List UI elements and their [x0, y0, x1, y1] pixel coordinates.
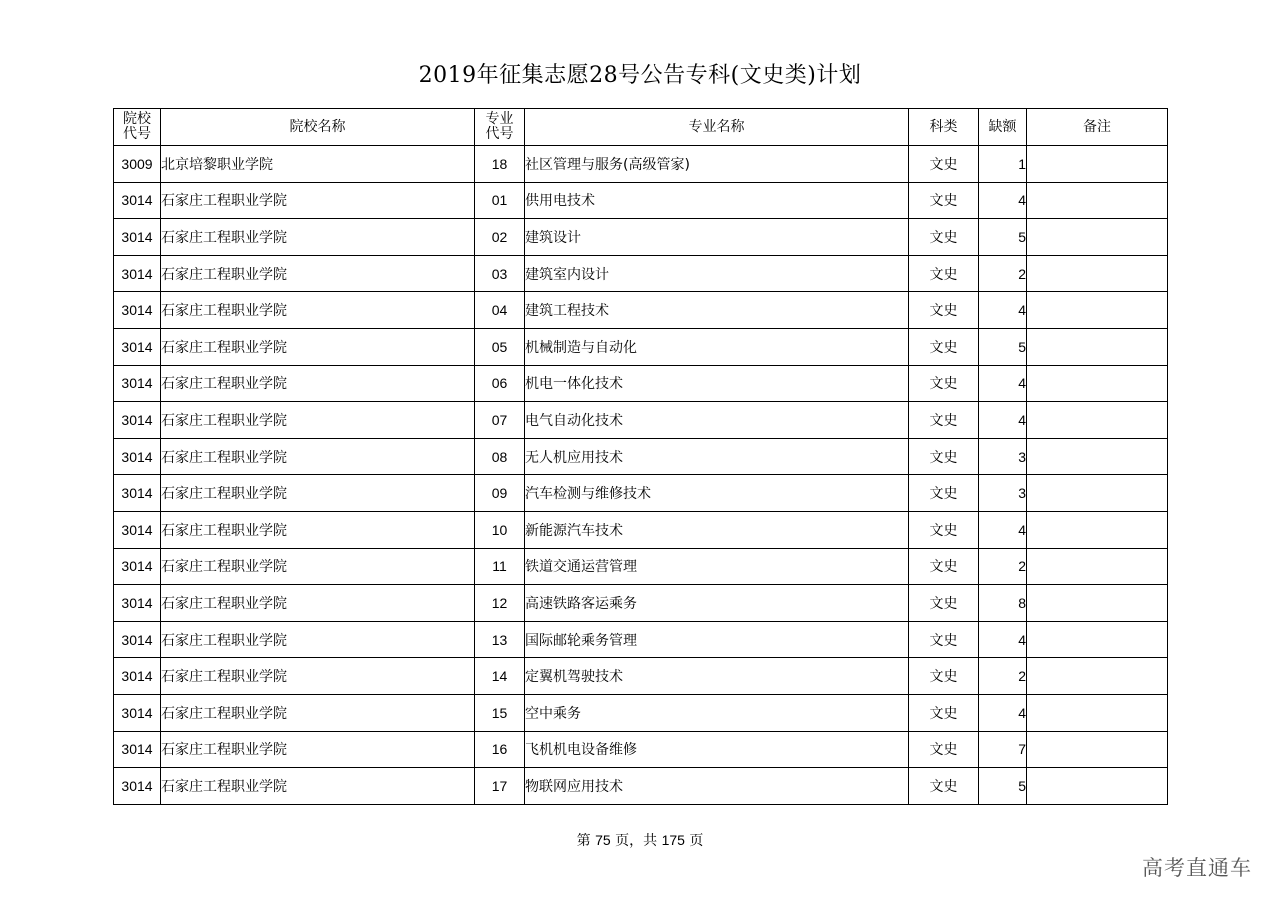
cell-major-code: 16 — [475, 731, 525, 768]
cell-category: 文史 — [909, 402, 979, 439]
cell-major-name: 物联网应用技术 — [525, 768, 909, 805]
cell-school-name: 石家庄工程职业学院 — [161, 328, 475, 365]
cell-major-code: 10 — [475, 511, 525, 548]
cell-major-code: 18 — [475, 146, 525, 183]
cell-major-code: 07 — [475, 402, 525, 439]
table-row — [114, 585, 1168, 622]
cell-vacancies: 5 — [979, 328, 1027, 365]
cell-remarks — [1027, 621, 1168, 658]
cell-major-name: 空中乘务 — [525, 694, 909, 731]
cell-remarks — [1027, 328, 1168, 365]
cell-school-code: 3009 — [114, 146, 161, 183]
cell-category: 文史 — [909, 475, 979, 512]
plan-table — [113, 108, 1168, 805]
cell-school-code: 3014 — [114, 182, 161, 219]
table-row — [114, 511, 1168, 548]
header-remarks: 备注 — [1027, 109, 1168, 146]
footer-suffix: 页 — [689, 833, 704, 849]
cell-vacancies: 2 — [979, 658, 1027, 695]
cell-vacancies: 1 — [979, 146, 1027, 183]
cell-vacancies: 3 — [979, 475, 1027, 512]
watermark: 高考直通车 — [1142, 856, 1252, 880]
cell-vacancies: 3 — [979, 438, 1027, 475]
cell-category: 文史 — [909, 621, 979, 658]
cell-remarks — [1027, 182, 1168, 219]
cell-remarks — [1027, 548, 1168, 585]
page-title: 2019年征集志愿28号公告专科(文史类)计划 — [418, 63, 862, 88]
cell-school-name: 石家庄工程职业学院 — [161, 402, 475, 439]
table-row — [114, 768, 1168, 805]
table-row — [114, 328, 1168, 365]
table-header-row — [114, 109, 1168, 146]
cell-major-code: 04 — [475, 292, 525, 329]
cell-major-name: 无人机应用技术 — [525, 438, 909, 475]
cell-major-code: 08 — [475, 438, 525, 475]
cell-school-name: 石家庄工程职业学院 — [161, 658, 475, 695]
table-row — [114, 694, 1168, 731]
cell-major-name: 建筑工程技术 — [525, 292, 909, 329]
cell-remarks — [1027, 731, 1168, 768]
cell-major-name: 电气自动化技术 — [525, 402, 909, 439]
cell-remarks — [1027, 365, 1168, 402]
cell-school-code: 3014 — [114, 694, 161, 731]
cell-major-name: 飞机机电设备维修 — [525, 731, 909, 768]
cell-school-name: 石家庄工程职业学院 — [161, 731, 475, 768]
header-school-code: 院校代号 — [114, 109, 161, 146]
cell-category: 文史 — [909, 255, 979, 292]
cell-school-name: 北京培黎职业学院 — [161, 146, 475, 183]
cell-major-code: 01 — [475, 182, 525, 219]
table-row — [114, 182, 1168, 219]
footer-total-pages: 175 — [661, 832, 685, 848]
cell-vacancies: 4 — [979, 182, 1027, 219]
cell-remarks — [1027, 438, 1168, 475]
cell-vacancies: 4 — [979, 292, 1027, 329]
cell-major-code: 15 — [475, 694, 525, 731]
cell-category: 文史 — [909, 219, 979, 256]
cell-major-code: 02 — [475, 219, 525, 256]
cell-vacancies: 4 — [979, 402, 1027, 439]
cell-remarks — [1027, 255, 1168, 292]
cell-major-name: 新能源汽车技术 — [525, 511, 909, 548]
cell-category: 文史 — [909, 292, 979, 329]
cell-category: 文史 — [909, 548, 979, 585]
cell-school-name: 石家庄工程职业学院 — [161, 621, 475, 658]
cell-school-code: 3014 — [114, 328, 161, 365]
cell-major-name: 定翼机驾驶技术 — [525, 658, 909, 695]
cell-vacancies: 4 — [979, 694, 1027, 731]
cell-major-name: 机械制造与自动化 — [525, 328, 909, 365]
cell-school-name: 石家庄工程职业学院 — [161, 511, 475, 548]
cell-school-name: 石家庄工程职业学院 — [161, 694, 475, 731]
header-category: 科类 — [909, 109, 979, 146]
cell-major-name: 机电一体化技术 — [525, 365, 909, 402]
cell-vacancies: 4 — [979, 511, 1027, 548]
page-footer — [0, 830, 1280, 850]
cell-category: 文史 — [909, 731, 979, 768]
table-row — [114, 146, 1168, 183]
cell-remarks — [1027, 768, 1168, 805]
cell-major-code: 11 — [475, 548, 525, 585]
cell-major-name: 供用电技术 — [525, 182, 909, 219]
cell-school-code: 3014 — [114, 475, 161, 512]
cell-school-name: 石家庄工程职业学院 — [161, 255, 475, 292]
cell-major-name: 汽车检测与维修技术 — [525, 475, 909, 512]
cell-major-name: 高速铁路客运乘务 — [525, 585, 909, 622]
cell-school-name: 石家庄工程职业学院 — [161, 438, 475, 475]
cell-school-name: 石家庄工程职业学院 — [161, 768, 475, 805]
cell-school-name: 石家庄工程职业学院 — [161, 548, 475, 585]
header-major-code: 专业代号 — [475, 109, 525, 146]
cell-school-code: 3014 — [114, 402, 161, 439]
table-row — [114, 292, 1168, 329]
table-row — [114, 255, 1168, 292]
cell-major-name: 铁道交通运营管理 — [525, 548, 909, 585]
cell-category: 文史 — [909, 365, 979, 402]
cell-vacancies: 5 — [979, 219, 1027, 256]
table-row — [114, 365, 1168, 402]
cell-school-code: 3014 — [114, 511, 161, 548]
cell-category: 文史 — [909, 585, 979, 622]
cell-category: 文史 — [909, 146, 979, 183]
cell-remarks — [1027, 146, 1168, 183]
header-vacancies: 缺额 — [979, 109, 1027, 146]
cell-school-name: 石家庄工程职业学院 — [161, 182, 475, 219]
cell-remarks — [1027, 292, 1168, 329]
header-major-name: 专业名称 — [525, 109, 909, 146]
cell-major-code: 05 — [475, 328, 525, 365]
table-row — [114, 548, 1168, 585]
table-row — [114, 438, 1168, 475]
table-row — [114, 402, 1168, 439]
cell-major-code: 17 — [475, 768, 525, 805]
cell-school-name: 石家庄工程职业学院 — [161, 365, 475, 402]
cell-school-code: 3014 — [114, 438, 161, 475]
cell-school-code: 3014 — [114, 365, 161, 402]
cell-remarks — [1027, 585, 1168, 622]
cell-category: 文史 — [909, 511, 979, 548]
cell-school-name: 石家庄工程职业学院 — [161, 292, 475, 329]
cell-school-name: 石家庄工程职业学院 — [161, 585, 475, 622]
cell-school-code: 3014 — [114, 731, 161, 768]
cell-remarks — [1027, 475, 1168, 512]
footer-page-number: 75 — [595, 832, 611, 848]
cell-vacancies: 2 — [979, 548, 1027, 585]
cell-major-code: 06 — [475, 365, 525, 402]
cell-school-code: 3014 — [114, 768, 161, 805]
cell-vacancies: 2 — [979, 255, 1027, 292]
cell-category: 文史 — [909, 182, 979, 219]
cell-category: 文史 — [909, 658, 979, 695]
footer-prefix: 第 — [576, 833, 591, 849]
cell-school-code: 3014 — [114, 255, 161, 292]
cell-remarks — [1027, 694, 1168, 731]
cell-major-name: 国际邮轮乘务管理 — [525, 621, 909, 658]
cell-school-code: 3014 — [114, 621, 161, 658]
cell-major-code: 09 — [475, 475, 525, 512]
cell-major-code: 12 — [475, 585, 525, 622]
cell-remarks — [1027, 511, 1168, 548]
cell-major-name: 建筑室内设计 — [525, 255, 909, 292]
table-row — [114, 219, 1168, 256]
cell-school-name: 石家庄工程职业学院 — [161, 219, 475, 256]
cell-vacancies: 4 — [979, 365, 1027, 402]
cell-vacancies: 8 — [979, 585, 1027, 622]
cell-category: 文史 — [909, 694, 979, 731]
cell-category: 文史 — [909, 438, 979, 475]
cell-school-code: 3014 — [114, 219, 161, 256]
table-row — [114, 475, 1168, 512]
header-school-name: 院校名称 — [161, 109, 475, 146]
cell-remarks — [1027, 658, 1168, 695]
cell-major-name: 建筑设计 — [525, 219, 909, 256]
cell-vacancies: 5 — [979, 768, 1027, 805]
cell-category: 文史 — [909, 328, 979, 365]
cell-category: 文史 — [909, 768, 979, 805]
cell-school-code: 3014 — [114, 658, 161, 695]
table-row — [114, 658, 1168, 695]
cell-major-code: 13 — [475, 621, 525, 658]
cell-school-code: 3014 — [114, 292, 161, 329]
cell-school-name: 石家庄工程职业学院 — [161, 475, 475, 512]
cell-major-code: 14 — [475, 658, 525, 695]
footer-middle: 页，共 — [615, 833, 658, 849]
cell-remarks — [1027, 219, 1168, 256]
cell-remarks — [1027, 402, 1168, 439]
cell-major-name: 社区管理与服务(高级管家) — [525, 146, 909, 183]
cell-major-code: 03 — [475, 255, 525, 292]
cell-school-code: 3014 — [114, 585, 161, 622]
cell-vacancies: 7 — [979, 731, 1027, 768]
table-row — [114, 621, 1168, 658]
table-row — [114, 731, 1168, 768]
cell-vacancies: 4 — [979, 621, 1027, 658]
cell-school-code: 3014 — [114, 548, 161, 585]
